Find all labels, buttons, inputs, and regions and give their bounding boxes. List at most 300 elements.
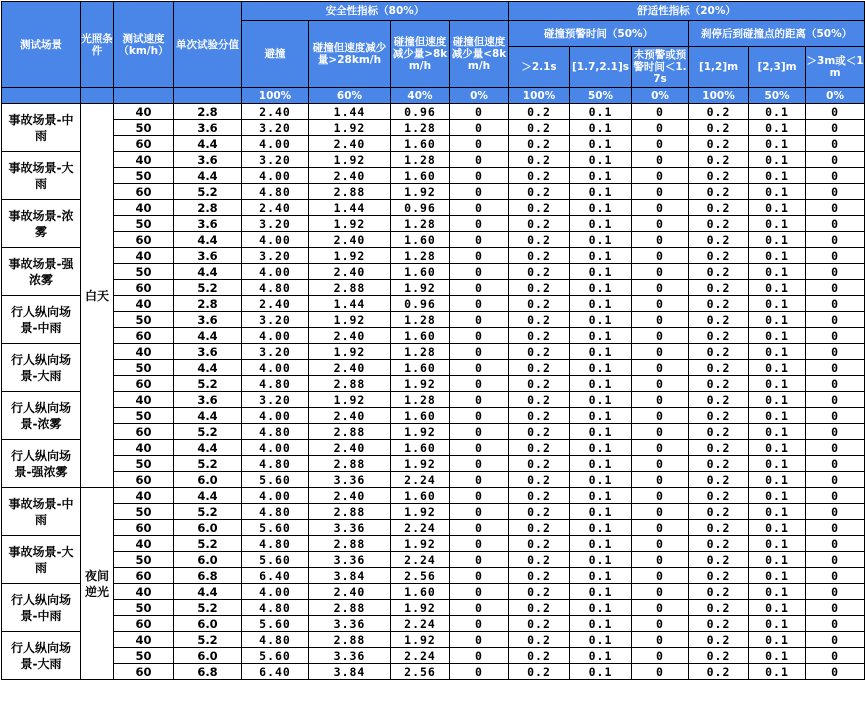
cell-gt8: 1.60 [391, 584, 450, 600]
cell-gt28: 1.92 [309, 248, 391, 264]
cell-avoid: 3.20 [242, 120, 309, 136]
weight-d3: 0% [806, 88, 865, 104]
cell-d3: 0 [806, 360, 865, 376]
cell-w2: 0.1 [570, 280, 632, 296]
cell-gt8: 1.92 [391, 632, 450, 648]
cell-w1: 0.2 [509, 232, 570, 248]
cell-gt8: 1.28 [391, 152, 450, 168]
cell-w1: 0.2 [509, 264, 570, 280]
cell-w1: 0.2 [509, 488, 570, 504]
weight-speed-blank [114, 88, 174, 104]
cell-avoid: 4.80 [242, 536, 309, 552]
cell-d3: 0 [806, 264, 865, 280]
scene-name: 行人纵向场景-浓雾 [2, 392, 81, 440]
cell-gt28: 2.40 [309, 232, 391, 248]
table-row [2, 168, 865, 184]
cell-w3: 0 [632, 216, 689, 232]
cell-gt8: 1.28 [391, 216, 450, 232]
cell-d2: 0.1 [749, 632, 806, 648]
table-row [2, 104, 865, 120]
scene-name: 事故场景-大雨 [2, 152, 81, 200]
cell-speed: 60 [114, 568, 174, 584]
cell-w1: 0.2 [509, 536, 570, 552]
table-row [2, 232, 865, 248]
cell-w1: 0.2 [509, 520, 570, 536]
cell-score: 4.4 [174, 440, 242, 456]
cell-score: 2.8 [174, 296, 242, 312]
cell-gt8: 2.24 [391, 648, 450, 664]
table-row [2, 504, 865, 520]
cell-w1: 0.2 [509, 216, 570, 232]
cell-w3: 0 [632, 200, 689, 216]
cell-d2: 0.1 [749, 408, 806, 424]
cell-gt28: 2.88 [309, 376, 391, 392]
cell-d3: 0 [806, 328, 865, 344]
cell-lt8: 0 [450, 632, 509, 648]
cell-d2: 0.1 [749, 504, 806, 520]
header-w3: 未预警或预警时间＜1.7s [632, 47, 689, 88]
weight-w1: 100% [509, 88, 570, 104]
cell-w1: 0.2 [509, 584, 570, 600]
cell-d1: 0.2 [689, 584, 749, 600]
cell-gt28: 3.36 [309, 472, 391, 488]
cell-speed: 50 [114, 600, 174, 616]
cell-d3: 0 [806, 312, 865, 328]
cell-d3: 0 [806, 232, 865, 248]
table-row [2, 216, 865, 232]
cell-d2: 0.1 [749, 312, 806, 328]
cell-w1: 0.2 [509, 600, 570, 616]
cell-speed: 40 [114, 584, 174, 600]
cell-gt8: 1.92 [391, 456, 450, 472]
cell-w2: 0.1 [570, 264, 632, 280]
cell-d3: 0 [806, 280, 865, 296]
cell-speed: 40 [114, 536, 174, 552]
cell-score: 4.4 [174, 328, 242, 344]
cell-score: 6.0 [174, 648, 242, 664]
cell-d1: 0.2 [689, 520, 749, 536]
cell-lt8: 0 [450, 216, 509, 232]
cell-gt28: 1.92 [309, 152, 391, 168]
cell-score: 2.8 [174, 200, 242, 216]
cell-d3: 0 [806, 424, 865, 440]
weight-lt8: 0% [450, 88, 509, 104]
header-lt8: 碰撞但速度减少量<8km/h [450, 21, 509, 88]
cell-score: 3.6 [174, 392, 242, 408]
cell-gt8: 2.24 [391, 552, 450, 568]
cell-lt8: 0 [450, 520, 509, 536]
cell-lt8: 0 [450, 552, 509, 568]
cell-lt8: 0 [450, 408, 509, 424]
cell-w2: 0.1 [570, 568, 632, 584]
cell-d1: 0.2 [689, 152, 749, 168]
cell-w1: 0.2 [509, 312, 570, 328]
cell-score: 3.6 [174, 312, 242, 328]
cell-d3: 0 [806, 200, 865, 216]
cell-w2: 0.1 [570, 152, 632, 168]
cell-w1: 0.2 [509, 152, 570, 168]
cell-d2: 0.1 [749, 248, 806, 264]
cell-w3: 0 [632, 120, 689, 136]
cell-avoid: 4.00 [242, 440, 309, 456]
cell-w1: 0.2 [509, 552, 570, 568]
cell-avoid: 4.80 [242, 456, 309, 472]
cell-d2: 0.1 [749, 520, 806, 536]
weight-score-blank [174, 88, 242, 104]
cell-d1: 0.2 [689, 568, 749, 584]
cell-d3: 0 [806, 568, 865, 584]
cell-d1: 0.2 [689, 600, 749, 616]
cell-w3: 0 [632, 280, 689, 296]
cell-d3: 0 [806, 536, 865, 552]
cell-d1: 0.2 [689, 392, 749, 408]
cell-speed: 60 [114, 520, 174, 536]
cell-w3: 0 [632, 632, 689, 648]
cell-d3: 0 [806, 664, 865, 680]
cell-lt8: 0 [450, 264, 509, 280]
cell-gt8: 1.28 [391, 120, 450, 136]
cell-avoid: 4.00 [242, 584, 309, 600]
cell-w1: 0.2 [509, 440, 570, 456]
cell-gt8: 0.96 [391, 296, 450, 312]
table-row [2, 328, 865, 344]
cell-gt8: 1.28 [391, 312, 450, 328]
cell-d1: 0.2 [689, 488, 749, 504]
cell-w2: 0.1 [570, 104, 632, 120]
cell-score: 5.2 [174, 376, 242, 392]
cell-w3: 0 [632, 552, 689, 568]
cell-gt28: 1.92 [309, 312, 391, 328]
cell-w1: 0.2 [509, 392, 570, 408]
cell-w1: 0.2 [509, 328, 570, 344]
cell-score: 3.6 [174, 152, 242, 168]
cell-w2: 0.1 [570, 200, 632, 216]
cell-gt28: 2.40 [309, 440, 391, 456]
cell-d1: 0.2 [689, 200, 749, 216]
cell-avoid: 2.40 [242, 200, 309, 216]
cell-score: 5.2 [174, 504, 242, 520]
cell-score: 6.8 [174, 664, 242, 680]
cell-d2: 0.1 [749, 552, 806, 568]
cell-avoid: 4.80 [242, 280, 309, 296]
cell-score: 4.4 [174, 264, 242, 280]
scene-name: 事故场景-中雨 [2, 104, 81, 152]
cell-score: 4.4 [174, 488, 242, 504]
cell-speed: 40 [114, 152, 174, 168]
header-d3: ＞3m或＜1m [806, 47, 865, 88]
scene-name: 事故场景-浓雾 [2, 200, 81, 248]
cell-score: 4.4 [174, 408, 242, 424]
cell-score: 3.6 [174, 216, 242, 232]
cell-avoid: 4.80 [242, 504, 309, 520]
cell-w1: 0.2 [509, 360, 570, 376]
scene-name: 行人纵向场景-大雨 [2, 344, 81, 392]
cell-w2: 0.1 [570, 120, 632, 136]
cell-avoid: 3.20 [242, 392, 309, 408]
header-d1: [1,2]m [689, 47, 749, 88]
cell-lt8: 0 [450, 472, 509, 488]
cell-w1: 0.2 [509, 648, 570, 664]
cell-speed: 40 [114, 488, 174, 504]
cell-lt8: 0 [450, 296, 509, 312]
cell-d1: 0.2 [689, 504, 749, 520]
cell-d2: 0.1 [749, 376, 806, 392]
cell-d1: 0.2 [689, 664, 749, 680]
cell-gt8: 2.24 [391, 472, 450, 488]
cell-d1: 0.2 [689, 456, 749, 472]
table-row [2, 600, 865, 616]
cell-w2: 0.1 [570, 360, 632, 376]
cell-d1: 0.2 [689, 344, 749, 360]
cell-w3: 0 [632, 408, 689, 424]
cell-lt8: 0 [450, 568, 509, 584]
cell-w3: 0 [632, 376, 689, 392]
cell-speed: 50 [114, 264, 174, 280]
cell-d2: 0.1 [749, 136, 806, 152]
cell-gt8: 1.60 [391, 408, 450, 424]
table-row [2, 536, 865, 552]
cell-w3: 0 [632, 600, 689, 616]
cell-d3: 0 [806, 632, 865, 648]
weight-d1: 100% [689, 88, 749, 104]
cell-d3: 0 [806, 408, 865, 424]
cell-score: 4.4 [174, 232, 242, 248]
table-row [2, 664, 865, 680]
cell-d3: 0 [806, 392, 865, 408]
table-row [2, 584, 865, 600]
cell-lt8: 0 [450, 184, 509, 200]
cell-speed: 50 [114, 216, 174, 232]
cell-lt8: 0 [450, 584, 509, 600]
cell-d1: 0.2 [689, 248, 749, 264]
cell-w2: 0.1 [570, 648, 632, 664]
cell-d1: 0.2 [689, 264, 749, 280]
cell-speed: 40 [114, 200, 174, 216]
cell-w1: 0.2 [509, 664, 570, 680]
cell-d1: 0.2 [689, 168, 749, 184]
cell-w1: 0.2 [509, 632, 570, 648]
cell-w2: 0.1 [570, 232, 632, 248]
cell-score: 3.6 [174, 248, 242, 264]
cell-score: 6.0 [174, 520, 242, 536]
cell-gt28: 1.44 [309, 296, 391, 312]
cell-w3: 0 [632, 616, 689, 632]
cell-gt28: 2.88 [309, 536, 391, 552]
weight-gt8: 40% [391, 88, 450, 104]
cell-w3: 0 [632, 232, 689, 248]
cell-gt8: 1.60 [391, 440, 450, 456]
cell-w1: 0.2 [509, 136, 570, 152]
cell-d3: 0 [806, 440, 865, 456]
scene-name: 行人纵向场景-中雨 [2, 584, 81, 632]
cell-avoid: 4.80 [242, 632, 309, 648]
cell-w1: 0.2 [509, 200, 570, 216]
header-speed: 测试速度（km/h） [114, 2, 174, 88]
cell-score: 3.6 [174, 344, 242, 360]
cell-d2: 0.1 [749, 328, 806, 344]
cell-gt8: 0.96 [391, 104, 450, 120]
cell-d2: 0.1 [749, 344, 806, 360]
cell-speed: 50 [114, 120, 174, 136]
cell-w1: 0.2 [509, 472, 570, 488]
cell-d1: 0.2 [689, 440, 749, 456]
cell-avoid: 3.20 [242, 312, 309, 328]
table-body [2, 104, 865, 680]
cell-w1: 0.2 [509, 568, 570, 584]
cell-speed: 50 [114, 408, 174, 424]
cell-d3: 0 [806, 104, 865, 120]
cell-d2: 0.1 [749, 280, 806, 296]
cell-lt8: 0 [450, 600, 509, 616]
cell-d1: 0.2 [689, 328, 749, 344]
cell-score: 4.4 [174, 168, 242, 184]
table-row [2, 632, 865, 648]
cell-d2: 0.1 [749, 168, 806, 184]
cell-speed: 60 [114, 376, 174, 392]
cell-w2: 0.1 [570, 296, 632, 312]
cell-d1: 0.2 [689, 136, 749, 152]
cell-speed: 50 [114, 552, 174, 568]
cell-avoid: 5.60 [242, 616, 309, 632]
cell-w2: 0.1 [570, 456, 632, 472]
cell-gt8: 1.60 [391, 488, 450, 504]
cell-w3: 0 [632, 584, 689, 600]
cell-lt8: 0 [450, 200, 509, 216]
cell-w3: 0 [632, 168, 689, 184]
cell-w2: 0.1 [570, 632, 632, 648]
cell-d3: 0 [806, 616, 865, 632]
cell-d2: 0.1 [749, 536, 806, 552]
cell-lt8: 0 [450, 424, 509, 440]
cell-w2: 0.1 [570, 664, 632, 680]
cell-score: 5.2 [174, 600, 242, 616]
cell-d3: 0 [806, 488, 865, 504]
table-row [2, 568, 865, 584]
cell-lt8: 0 [450, 344, 509, 360]
table-row [2, 392, 865, 408]
cell-score: 6.0 [174, 472, 242, 488]
cell-d1: 0.2 [689, 104, 749, 120]
cell-speed: 40 [114, 392, 174, 408]
cell-d3: 0 [806, 376, 865, 392]
cell-avoid: 6.40 [242, 664, 309, 680]
cell-d2: 0.1 [749, 472, 806, 488]
cell-avoid: 4.00 [242, 360, 309, 376]
cell-lt8: 0 [450, 312, 509, 328]
cell-d2: 0.1 [749, 664, 806, 680]
cell-w1: 0.2 [509, 344, 570, 360]
cell-d1: 0.2 [689, 312, 749, 328]
cell-score: 6.8 [174, 568, 242, 584]
scene-name: 行人纵向场景-中雨 [2, 296, 81, 344]
cell-gt8: 1.92 [391, 376, 450, 392]
cell-gt28: 3.36 [309, 616, 391, 632]
cell-gt8: 2.24 [391, 616, 450, 632]
cell-gt8: 1.28 [391, 392, 450, 408]
cell-speed: 40 [114, 296, 174, 312]
cell-score: 4.4 [174, 584, 242, 600]
cell-d1: 0.2 [689, 232, 749, 248]
cell-avoid: 3.20 [242, 152, 309, 168]
cell-w2: 0.1 [570, 440, 632, 456]
cell-gt8: 1.92 [391, 600, 450, 616]
cell-d2: 0.1 [749, 104, 806, 120]
header-gt28: 碰撞但速度减少量>28km/h [309, 21, 391, 88]
cell-gt8: 0.96 [391, 200, 450, 216]
cell-gt28: 1.92 [309, 216, 391, 232]
cell-gt28: 1.92 [309, 392, 391, 408]
table-row [2, 424, 865, 440]
cell-avoid: 3.20 [242, 216, 309, 232]
cell-gt8: 1.28 [391, 344, 450, 360]
cell-d3: 0 [806, 520, 865, 536]
cell-lt8: 0 [450, 376, 509, 392]
weight-d2: 50% [749, 88, 806, 104]
scene-name: 事故场景-中雨 [2, 488, 81, 536]
cell-d2: 0.1 [749, 200, 806, 216]
cell-d3: 0 [806, 168, 865, 184]
header-w1: ＞2.1s [509, 47, 570, 88]
cell-speed: 40 [114, 104, 174, 120]
cell-gt28: 2.88 [309, 184, 391, 200]
cell-gt28: 1.44 [309, 104, 391, 120]
cell-w2: 0.1 [570, 584, 632, 600]
cell-w3: 0 [632, 248, 689, 264]
header-distance-group: 刹停后到碰撞点的距离（50%） [689, 21, 865, 47]
weight-w3: 0% [632, 88, 689, 104]
cell-avoid: 4.00 [242, 328, 309, 344]
cell-w2: 0.1 [570, 344, 632, 360]
cell-speed: 60 [114, 280, 174, 296]
cell-d1: 0.2 [689, 296, 749, 312]
cell-avoid: 3.20 [242, 344, 309, 360]
cell-w3: 0 [632, 296, 689, 312]
cell-w3: 0 [632, 152, 689, 168]
cell-d3: 0 [806, 184, 865, 200]
cell-gt8: 1.28 [391, 248, 450, 264]
cell-d3: 0 [806, 344, 865, 360]
cell-speed: 40 [114, 248, 174, 264]
cell-d2: 0.1 [749, 424, 806, 440]
cell-d3: 0 [806, 504, 865, 520]
cell-gt8: 2.24 [391, 520, 450, 536]
cell-d2: 0.1 [749, 392, 806, 408]
cell-w3: 0 [632, 440, 689, 456]
cell-avoid: 5.60 [242, 648, 309, 664]
cell-lt8: 0 [450, 456, 509, 472]
cell-lt8: 0 [450, 616, 509, 632]
scene-name: 事故场景-大雨 [2, 536, 81, 584]
cell-d1: 0.2 [689, 360, 749, 376]
cell-w3: 0 [632, 328, 689, 344]
cell-lt8: 0 [450, 280, 509, 296]
cell-gt28: 3.36 [309, 520, 391, 536]
cell-w2: 0.1 [570, 504, 632, 520]
table-row [2, 520, 865, 536]
header-w2: [1.7,2.1]s [570, 47, 632, 88]
cell-speed: 40 [114, 440, 174, 456]
cell-lt8: 0 [450, 648, 509, 664]
cell-gt8: 1.92 [391, 280, 450, 296]
weight-w2: 50% [570, 88, 632, 104]
cell-w3: 0 [632, 664, 689, 680]
cell-score: 5.2 [174, 424, 242, 440]
cell-avoid: 3.20 [242, 248, 309, 264]
cell-d1: 0.2 [689, 120, 749, 136]
cell-score: 6.0 [174, 616, 242, 632]
cell-w2: 0.1 [570, 424, 632, 440]
cell-w1: 0.2 [509, 376, 570, 392]
